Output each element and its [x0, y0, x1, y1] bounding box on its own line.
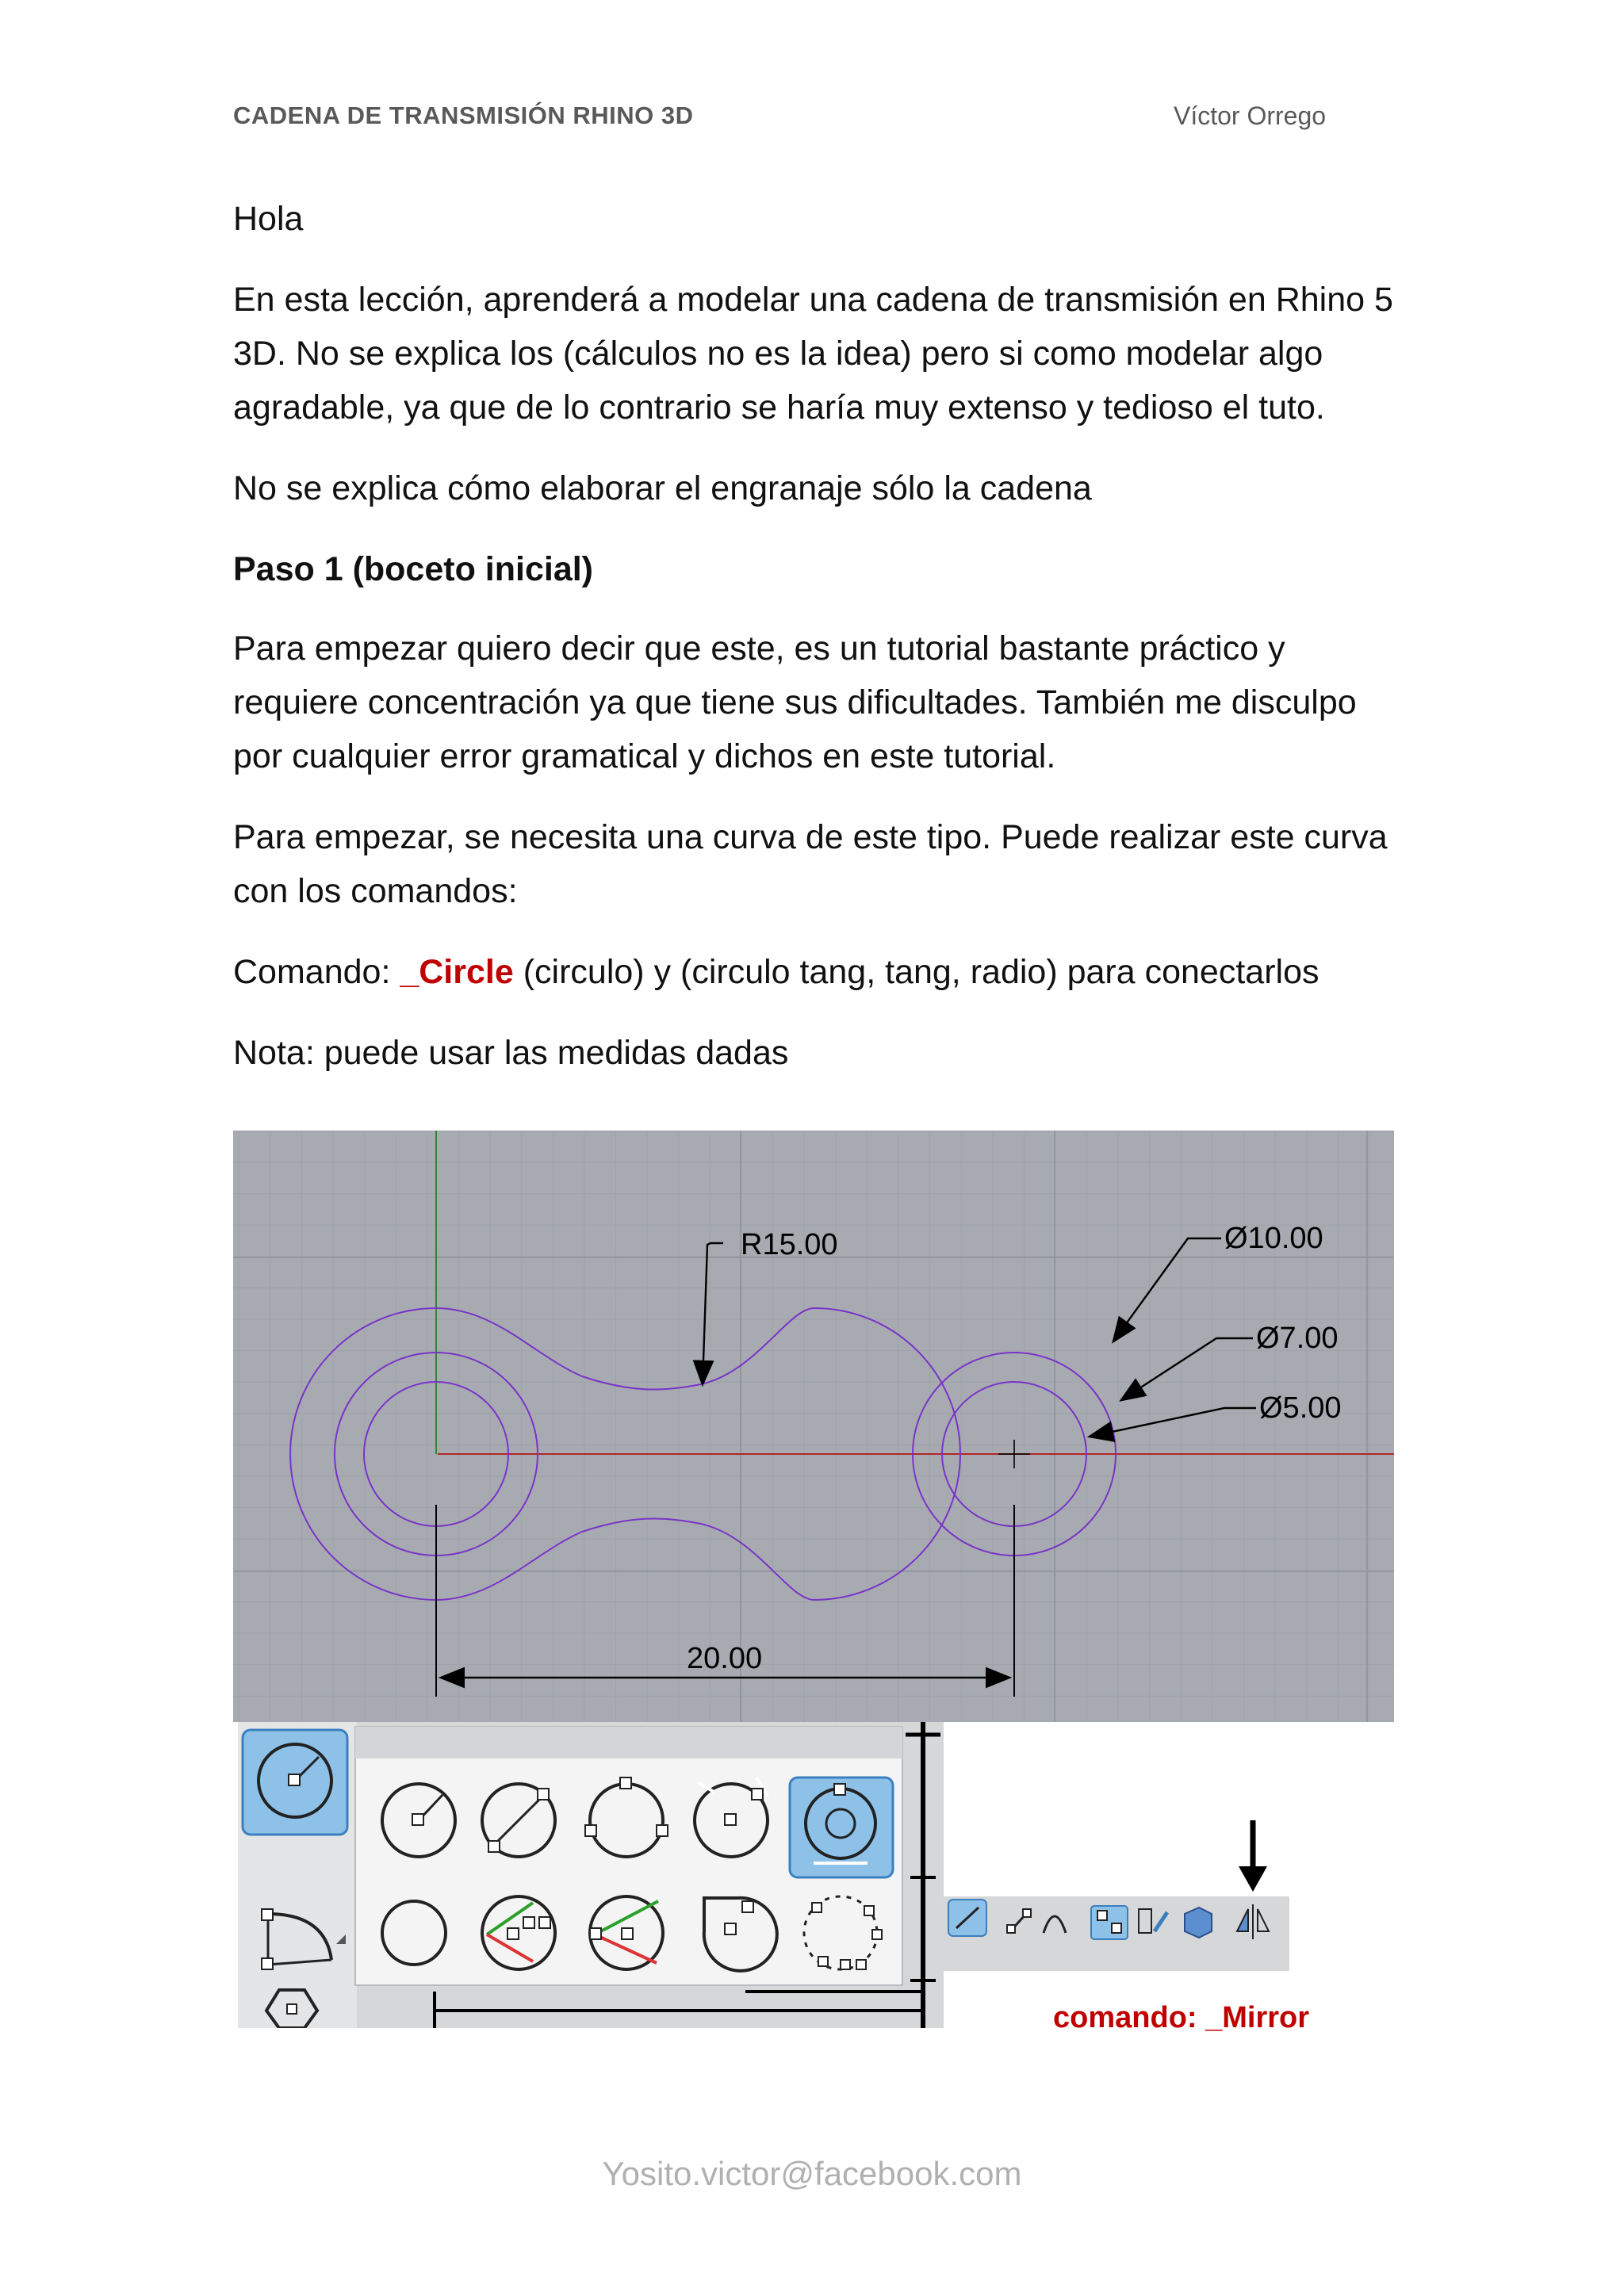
step-line: requiere concentración ya que tiene sus dificultades. También me disculpo [233, 683, 1357, 721]
flyout-title-bar [355, 1727, 902, 1758]
toolbar-button[interactable] [948, 1900, 986, 1936]
chain-link-sketch [233, 1131, 1394, 1722]
mirror-arrow-head [1239, 1866, 1267, 1892]
mirror-toolbar-screenshot [944, 1820, 1289, 1971]
circle-center-radius-button[interactable] [243, 1730, 347, 1835]
intro-line: En esta lección, aprenderá a modelar una cadena de transmisión en Rhino 5 [233, 281, 1393, 319]
circle-toolbar-screenshot [238, 1722, 944, 2028]
toolbar-button[interactable] [1185, 1908, 1212, 1938]
viewport-grid [233, 1131, 1394, 1722]
command-line [233, 945, 1438, 999]
circle-tan-tan-radius-button[interactable] [790, 1777, 893, 1877]
mirror-command-label: comando: _Mirror [1053, 2001, 1310, 2034]
radius-dimension: R15.00 [741, 1228, 838, 1261]
measures-note: Nota: puede usar las medidas dadas [233, 1034, 789, 1072]
document-author: Víctor Orrego [1174, 101, 1327, 130]
command-suffix: (circulo) y (circulo tang, tang, radio) para conectarlos [513, 953, 1320, 991]
step-title: Paso 1 (boceto inicial) [233, 550, 593, 588]
step-paragraph-1 [233, 622, 1438, 783]
gear-note: No se explica cómo elaborar el engranaje sólo la cadena [233, 469, 1092, 507]
document-title: CADENA DE TRANSMISIÓN RHINO 3D [233, 101, 694, 129]
greeting: Hola [233, 200, 304, 238]
d10-dimension: Ø10.00 [1224, 1222, 1323, 1255]
step-paragraph-2 [233, 810, 1438, 918]
length-dimension: 20.00 [687, 1642, 763, 1675]
command-prefix: Comando: [233, 953, 400, 991]
intro-line: agradable, ya que de lo contrario se haría muy extenso y tedioso el tuto. [233, 388, 1325, 427]
d7-dimension: Ø7.00 [1256, 1322, 1339, 1355]
command-circle: _Circle [400, 953, 514, 991]
step-line: por cualquier error gramatical y dichos en este tutorial. [233, 737, 1056, 775]
intro-line: 3D. No se explica los (cálculos no es la idea) pero si como modelar algo [233, 335, 1323, 373]
step-line: Para empezar, se necesita una curva de este tipo. Puede realizar este curva [233, 818, 1388, 856]
footer-email: Yosito.victor@facebook.com [602, 2155, 1022, 2192]
step-line: con los comandos: [233, 872, 518, 910]
toolbar-button[interactable] [1091, 1906, 1128, 1939]
step-line: Para empezar quiero decir que este, es un tutorial bastante práctico y [233, 629, 1285, 668]
d5-dimension: Ø5.00 [1259, 1391, 1342, 1425]
intro-paragraph [233, 273, 1438, 434]
